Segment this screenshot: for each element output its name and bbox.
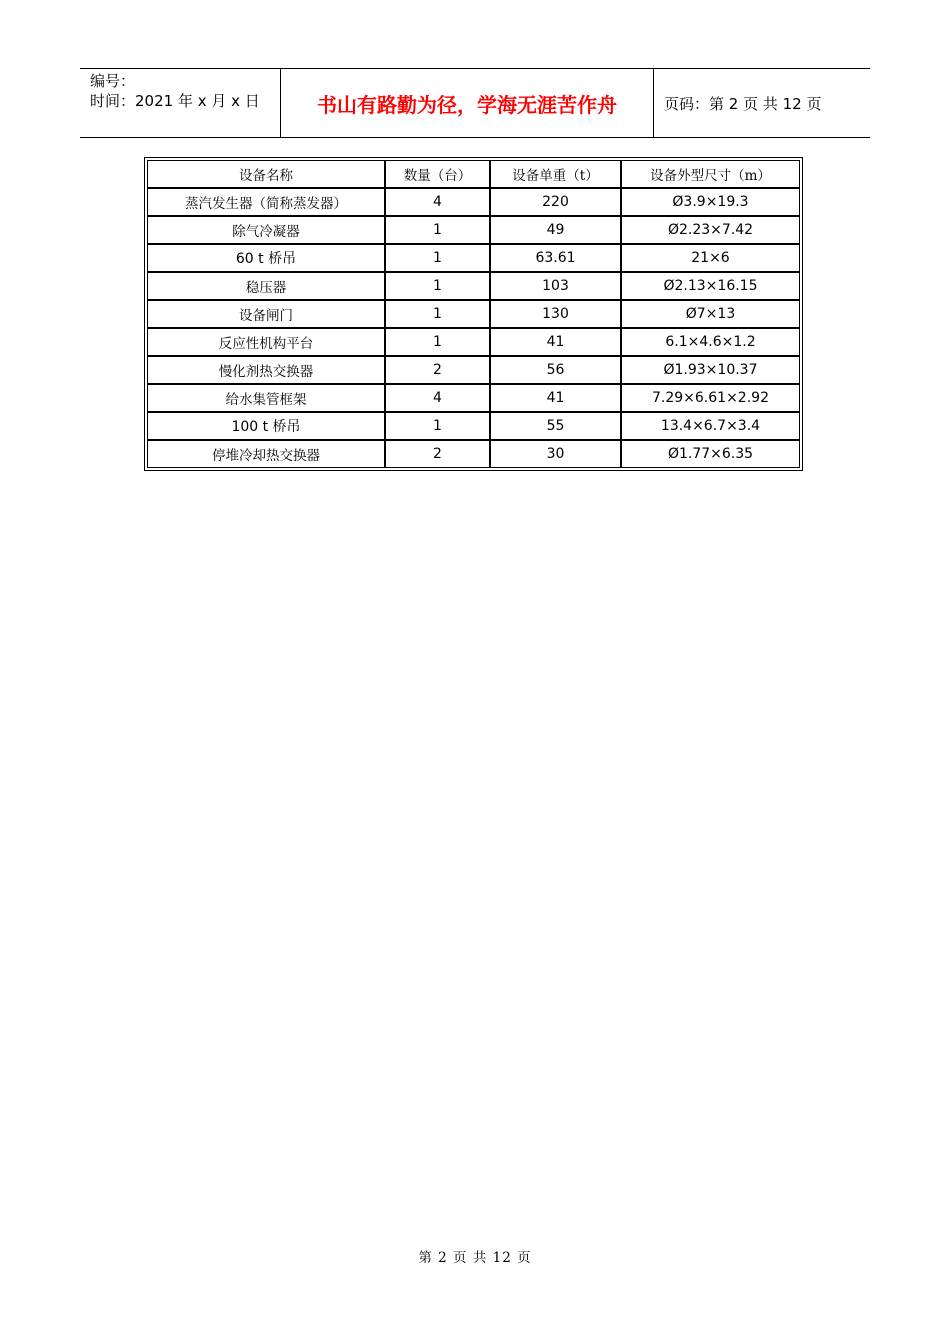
equipment-table [147,160,800,468]
table-cell: Ø1.77×6.35 [621,440,800,468]
table-cell: 稳压器 [147,272,385,300]
time-label: 时间：2021 年 x 月 x 日 [90,92,260,110]
table-row [147,328,800,356]
column-header: 设备名称 [147,160,385,188]
table-cell: 21×6 [621,244,800,272]
table-cell: 2 [385,440,490,468]
table-body [147,160,800,468]
table-cell: 130 [490,300,621,328]
table-cell: 4 [385,384,490,412]
table-cell: 反应性机构平台 [147,328,385,356]
equipment-table-frame [144,157,803,471]
table-cell: 13.4×6.7×3.4 [621,412,800,440]
table-cell: 1 [385,244,490,272]
table-cell: Ø3.9×19.3 [621,188,800,216]
table-row [147,412,800,440]
table-cell: Ø2.23×7.42 [621,216,800,244]
table-cell: 2 [385,356,490,384]
table-cell: 220 [490,188,621,216]
table-cell: 7.29×6.61×2.92 [621,384,800,412]
table-row [147,356,800,384]
table-cell: 6.1×4.6×1.2 [621,328,800,356]
number-label: 编号： [90,72,136,90]
table-cell: 1 [385,272,490,300]
page-header [80,68,870,138]
header-page-cell [654,69,870,137]
motto-text: 书山有路勤为径，学海无涯苦作舟 [317,92,617,117]
table-row [147,440,800,468]
table-cell: Ø7×13 [621,300,800,328]
table-cell: 55 [490,412,621,440]
table-row [147,188,800,216]
table-cell: 设备闸门 [147,300,385,328]
column-header: 设备单重（t） [490,160,621,188]
table-cell: 慢化剂热交换器 [147,356,385,384]
page-label: 页码：第 2 页 共 12 页 [664,94,822,113]
table-cell: 41 [490,384,621,412]
table-cell: Ø2.13×16.15 [621,272,800,300]
table-cell: 4 [385,188,490,216]
table-row [147,300,800,328]
table-cell: 除气冷凝器 [147,216,385,244]
table-cell: 41 [490,328,621,356]
column-header: 数量（台） [385,160,490,188]
table-cell: 30 [490,440,621,468]
table-header-row [147,160,800,188]
table-row [147,384,800,412]
column-header: 设备外型尺寸（m） [621,160,800,188]
table-cell: 1 [385,412,490,440]
table-cell: 1 [385,328,490,356]
header-info [80,69,281,137]
table-cell: 100 t 桥吊 [147,412,385,440]
table-cell: 103 [490,272,621,300]
table-cell: 1 [385,216,490,244]
table-row [147,244,800,272]
table-row [147,216,800,244]
table-cell: 49 [490,216,621,244]
table-cell: 63.61 [490,244,621,272]
table-cell: 蒸汽发生器（简称蒸发器） [147,188,385,216]
table-cell: 停堆冷却热交换器 [147,440,385,468]
table-cell: 给水集管框架 [147,384,385,412]
page-footer: 第 2 页 共 12 页 [418,1250,532,1266]
header-motto-cell [281,69,654,137]
table-row [147,272,800,300]
table-cell: 1 [385,300,490,328]
table-cell: 60 t 桥吊 [147,244,385,272]
table-cell: 56 [490,356,621,384]
table-cell: Ø1.93×10.37 [621,356,800,384]
